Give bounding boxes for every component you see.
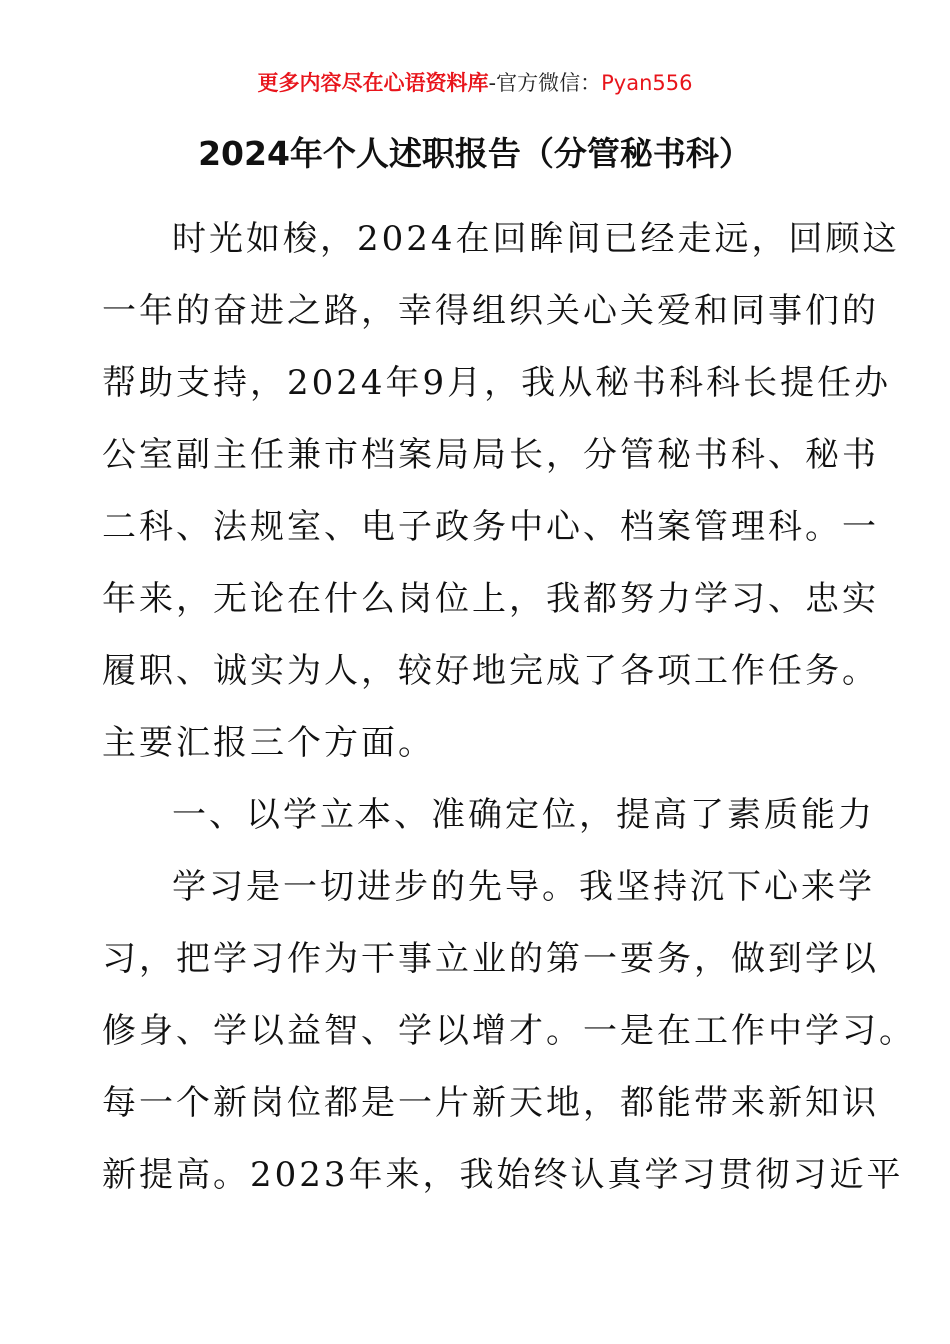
paragraph-line: 新提高。2023年来，我始终认真学习贯彻习近平 [102, 1155, 904, 1195]
banner-source-text: 更多内容尽在心语资料库 [257, 71, 489, 95]
paragraph-line: 习，把学习作为干事立业的第一要务，做到学以 [102, 939, 879, 979]
paragraph-line: 二科、法规室、电子政务中心、档案管理科。一 [102, 507, 879, 547]
banner-wechat-label: -官方微信： [488, 71, 602, 95]
paragraph-line: 修身、学以益智、学以增才。一是在工作中学习。 [102, 1011, 916, 1051]
document-title: 2024年个人述职报告（分管秘书科） [198, 134, 752, 173]
watermark-banner [0, 68, 950, 98]
paragraph-line: 履职、诚实为人，较好地完成了各项工作任务。 [102, 651, 879, 691]
paragraph-line: 年来，无论在什么岗位上，我都努力学习、忠实 [102, 579, 879, 619]
paragraph-line: 帮助支持，2024年9月，我从秘书科科长提任办 [102, 363, 892, 403]
paragraph-line: 每一个新岗位都是一片新天地，都能带来新知识 [102, 1083, 879, 1123]
paragraph-line: 主要汇报三个方面。 [102, 723, 435, 763]
paragraph-line: 公室副主任兼市档案局局长，分管秘书科、秘书 [102, 435, 879, 475]
document-body [102, 203, 916, 1211]
banner-wechat-id: Pyan556 [601, 71, 693, 95]
paragraph-line: 学习是一切进步的先导。我坚持沉下心来学 [172, 867, 875, 907]
section-heading: 一、以学立本、准确定位，提高了素质能力 [172, 795, 875, 835]
paragraph-line: 一年的奋进之路，幸得组织关心关爱和同事们的 [102, 291, 879, 331]
paragraph-line: 时光如梭，2024在回眸间已经走远，回顾这 [172, 219, 900, 259]
